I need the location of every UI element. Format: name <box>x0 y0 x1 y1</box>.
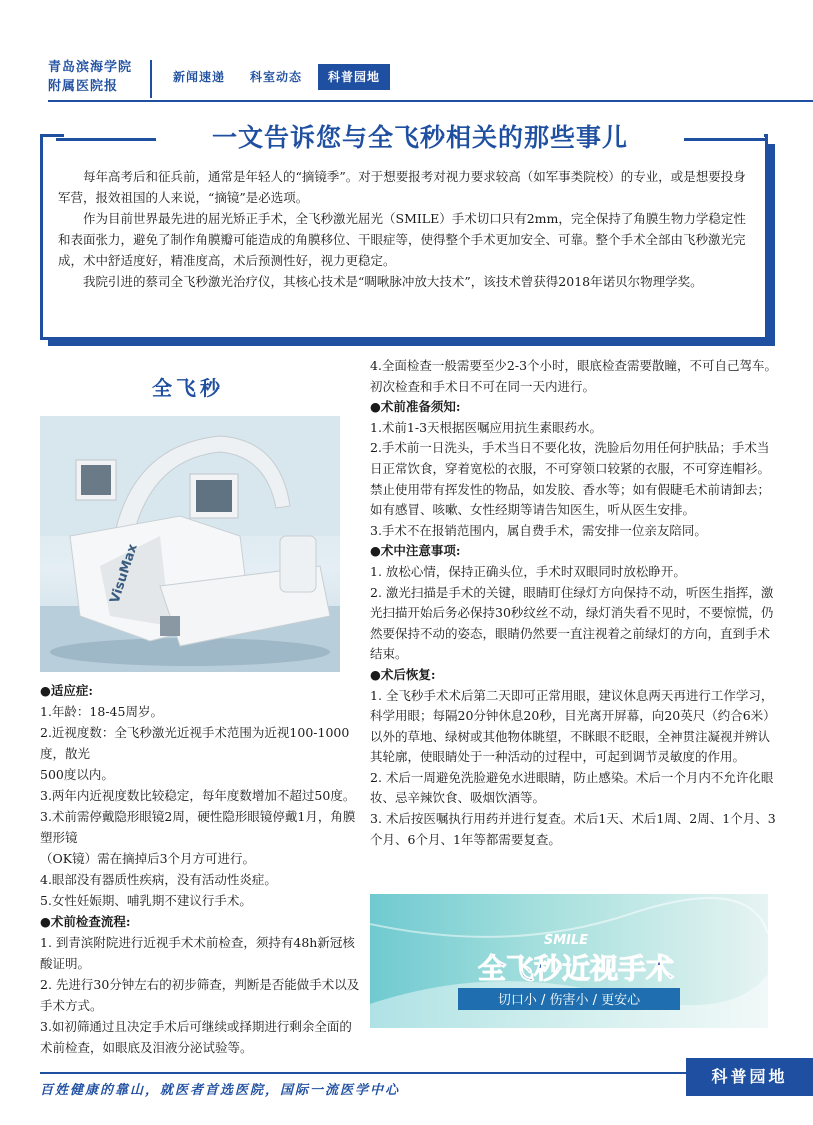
during-heading: ●术中注意事项: <box>370 543 461 559</box>
indication-item: 5.女性妊娠期、哺乳期不建议行手术。 <box>40 893 252 908</box>
masthead <box>48 58 148 96</box>
footer-section-tag: 科普园地 <box>686 1058 813 1096</box>
during-item: 2. 激光扫描是手术的关键，眼睛盯住绿灯方向保持不动，听医生指挥，激光扫描开始后务必保持30秒纹丝不动，绿灯消失看不见时，不要惊慌，仍然要保持不动的姿态，眼睛仍然要一直注视着之前绿灯的方向，直到手术结束。 <box>370 584 774 662</box>
footer-slogan: 百姓健康的靠山，就医者首选医院，国际一流医学中心 <box>40 1083 401 1098</box>
process-item: 2. 先进行30分钟左右的初步筛查，判断是否能做手术以及手术方式。 <box>40 977 360 1013</box>
indications-heading: ●适应症: <box>40 683 94 698</box>
indication-item: 4.眼部没有器质性疾病，没有活动性炎症。 <box>40 872 277 887</box>
process-item: 1. 到青滨附院进行近视手术术前检查，须持有48h新冠核酸证明。 <box>40 935 355 971</box>
nav-news[interactable]: 新闻速递 <box>172 70 225 84</box>
banner-headline: 全飞秒近视手术 <box>477 952 675 985</box>
process-item: 3.如初筛通过且决定手术后可继续或择期进行剩余全面的术前检查，如眼底及泪液分泌试验等。 <box>40 1019 352 1055</box>
header-divider <box>150 60 152 98</box>
intro-box-shadow <box>48 338 775 346</box>
prep-item: 3.手术不在报销范围内，属自费手术，需安排一位亲友陪同。 <box>370 522 707 538</box>
section-title: 全飞秒 <box>152 376 224 400</box>
after-item: 1. 全飞秒手术术后第二天即可正常用眼，建议休息两天再进行工作学习，科学用眼；每隔20分钟休息20秒，目光离开屏幕，向20英尺（约合6米）以外的草地、绿树或其他物体眺望，不眯眼不眨眼，全神贯注凝视并辨认其轮廓，使眼睛处于一种活动的过程中，可起到调节灵敏度的作用。 <box>370 687 776 765</box>
title-rule-right <box>684 138 768 141</box>
title-rule-left <box>56 138 156 141</box>
process-heading: ●术前检查流程: <box>40 914 131 929</box>
intro-paragraph: 每年高考后和征兵前，通常是年轻人的“摘镜季”。对于想要报考对视力要求较高（如军事类院校）的专业，或是想要投身军营，报效祖国的人来说，“摘镜”是必选项。 <box>58 169 746 205</box>
footer-rule <box>40 1072 690 1074</box>
banner-tag: SMILE <box>543 933 589 948</box>
masthead-line1: 青岛滨海学院 <box>48 60 133 75</box>
after-item: 2. 术后一周避免洗脸避免水进眼睛，防止感染。术后一个月内不允许化眼妆、忌辛辣饮食、吸烟饮酒等。 <box>370 769 774 806</box>
process-item: 4.全面检查一般需要至少2-3个小时，眼底检查需要散瞳，不可自己驾车。初次检查和手术日不可在同一天内进行。 <box>370 358 778 394</box>
visumax-machine-photo <box>40 416 340 672</box>
prep-item: 2.手术前一日洗头，手术当日不要化妆，洗脸后勿用任何护肤品；手术当日正常饮食，穿着宽松的衣服，不可穿领口较紧的衣服，不可穿连帽衫。禁止使用带有挥发性的物品，如发胶、香水等；如有假睫毛术前请卸去；如有感冒、咳嗽、女性经期等请告知医生，听从医生安排。 <box>370 440 771 518</box>
right-column <box>370 356 778 850</box>
after-heading: ●术后恢复: <box>370 666 436 682</box>
during-item: 1. 放松心情，保持正确头位，手术时双眼同时放松睁开。 <box>370 563 686 579</box>
header-rule <box>48 100 813 102</box>
indication-item: 3.术前需停戴隐形眼镜2周，硬性隐形眼镜停戴1月，角膜塑形镜 <box>40 809 356 845</box>
masthead-line2: 附属医院报 <box>48 79 119 94</box>
smile-banner <box>370 894 768 1028</box>
indication-item: 1.年龄：18-45周岁。 <box>40 704 163 719</box>
intro-text <box>58 166 758 292</box>
prep-item: 1.术前1-3天根据医嘱应用抗生素眼药水。 <box>370 419 603 435</box>
machine-brand-label: VisuMax <box>107 542 141 606</box>
page-header <box>0 0 813 110</box>
indication-item: （OK镜）需在摘掉后3个月方可进行。 <box>40 851 256 866</box>
banner-subtitle: 切口小 / 伤害小 / 更安心 <box>497 993 641 1008</box>
indication-item: 3.两年内近视度数比较稳定，每年度数增加不超过50度。 <box>40 788 356 803</box>
intro-paragraph: 我院引进的蔡司全飞秒激光治疗仪，其核心技术是“啁啾脉冲放大技术”，该技术曾获得2018年诺贝尔物理学奖。 <box>83 274 703 289</box>
prep-heading: ●术前准备须知: <box>370 399 461 415</box>
indication-item: 2.近视度数：全飞秒激光近视手术范围为近视100-1000度，散光 <box>40 725 350 761</box>
intro-paragraph: 作为目前世界最先进的屈光矫正手术，全飞秒激光屈光（SMILE）手术切口只有2mm，完全保持了角膜生物力学稳定性和表面张力，避免了制作角膜瓣可能造成的角膜移位、干眼症等，使得整个手术更加安全、可靠。整个手术全部由飞秒激光完成，术中舒适度好，精准度高，术后预测性好，视力更稳定。 <box>58 211 746 268</box>
left-column <box>40 680 362 1058</box>
nav-department[interactable]: 科室动态 <box>249 70 302 84</box>
nav-science[interactable]: 科普园地 <box>318 64 390 90</box>
article-title: 一文告诉您与全飞秒相关的那些事儿 <box>211 123 628 152</box>
indication-item: 500度以内。 <box>40 767 114 782</box>
intro-box-shadow <box>765 144 775 346</box>
after-item: 3. 术后按医嘱执行用药并进行复查。术后1天、术后1周、2周、1个月、3个月、6个月、1年等都需要复查。 <box>370 811 776 847</box>
